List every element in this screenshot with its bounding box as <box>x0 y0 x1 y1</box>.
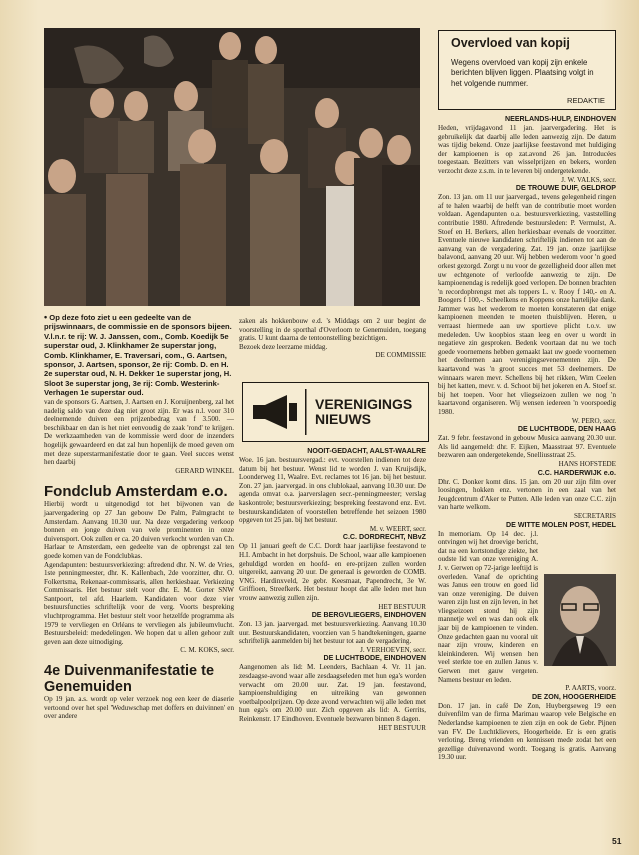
news-heading: NEERLANDS-HULP, EINDHOVEN <box>504 115 616 123</box>
winkel-article-text: van de sponsors G. Aartsen, J. Aartsen en J. Koruijnenberg, zal het nadelig saldo van deze dag niet groot zijn. Er was n.l. voor 310 deelnemende duiven een prijzenbedrag van f 3.500. — beschikbaar en dan is het niet eenvoudig de zaak 'rond' te krijgen. De werkzaamheden van de kommissie werd door de inzenders hogelijk gewaardeerd en dat zal hun hopenlijk de moed geven om met deze superstarmanifestatie door te gaan. Veel succes wenst hen daarbij <box>44 398 234 467</box>
news-heading: NOOIT-GEDACHT, AALST-WAALRE <box>307 447 426 455</box>
memorial-portrait <box>544 574 616 666</box>
news-signature: W. PERO, secr. <box>571 416 616 425</box>
right-news-item-6 <box>438 693 616 762</box>
news-heading: DE LUCHTBODE, DEN HAAG <box>517 425 616 434</box>
news-heading: DE BERGVLIEGERS, EINDHOVEN <box>311 611 426 620</box>
duivenmanifestatie-continued: zaken als hokkenbouw e.d. 's Middags om 2 uur begint de voorstelling in de sporthal d'Overloom te Genemuiden, toegang gratis. U kunt daarna de tentoonstelling bezichtigen. Bezoek deze leerzame middag. <box>239 317 426 351</box>
middle-news-item-4 <box>239 654 426 732</box>
notice-text: Wegens overvloed van kopij zijn enkele berichten blijven liggen. Plaatsing volgt in het volgende nummer. <box>451 58 594 88</box>
news-signature: HANS HOFSTEDE <box>558 459 616 468</box>
middle-news-item-3 <box>239 611 426 654</box>
right-news-item-2 <box>438 184 616 425</box>
news-text: Heden, vrijdagavond 11 jan. jaarvergadering. Het is gebruikelijk dat daarbij alle leden aanwezig zijn. De datum was tijdig bekend. Onze jaarlijkse feestavond met huldiging der kampioenen is op zat.avond 26 jan. Introducées toegestaan. Bezitters van wisselprijzen en bekers, worden verzocht deze z.s.m. in te leveren bij ondergetekende. <box>438 124 616 175</box>
news-text: In memoriam. Op 14 dec. j.l. ontvingen wij het droevige bericht, dat na een kortstondige ziekte, het oudste lid van onze vereniging A. J. v. Gerwen op 72-jarige leeftijd is overleden. Vanaf de oprichting was Janus een trouw en goed lid van onze vereniging. De duiven waren zijn lust en zijn leven, in het vliegseizoen stond hij zijn mannetje wel en was dan ook elk jaar bij de kampioenen te vinden. Onze gedachten gaan nu vooral uit naar zijn vrouw, kinderen en kleinkinderen. Wij wensen hen veel sterkte toe en zullen Janus v. Gerwen met gauw vergeten. Namens bestuur en leden. <box>438 529 539 684</box>
news-text: Woe. 16 jan. bestuursvergad.: evt. voorstellen indienen tot deze datum bij het bestuur. Wenst lid te worden J. van Kruijsdijk, Loonderweg 11, Waalre. Evt. reclames tot 16 jan. bij het bestuur. Zon. 27 jan. jaarvergad. in ons clublokaal, aanvang 10.30 uur. De agenda omvat o.a. jaarverslagen secr.-penningmeester; verslag kaskontrole; bestuursverkiezing; bespreking feestavond enz. Evt. bestuurskandidaten of voorstellen betreffende het seizoen 1980 opgeven tot 25 jan. bij het bestuur. <box>239 456 426 525</box>
page-number: 51 <box>612 836 622 846</box>
news-text: Aangenomen als lid: M. Leenders, Bachlaan 4. Vr. 11 jan. zesdaagse-avond waar alle zesdaagseleden met hun ega's worden verwacht om 20.00 uur. Zat. 19 jan. feestavond, kampioenshuldiging en uitreiking van gewonnen voetbalpoolprijzen. Op deze avond verwachten wij alle leden met hun ega's om 20.00 uur. Zich opgeven als lid: A. Gerrits, Reinkenstr. 17 Eindhoven. Eventuele bezwaren binnen 8 dagen. <box>239 663 426 724</box>
news-signature: P. AARTS, voorz. <box>565 684 616 693</box>
caption-bullet: • <box>44 312 48 322</box>
news-text: Dhr. C. Donker komt dins. 15 jan. om 20 uur zijn film over loosingen, hokken enz. vertonen in een zaal van het Jeugdcentrum d'Aker te Putten. Alle leden van onze C.C. zijn van harte welkom. <box>438 477 616 512</box>
news-heading: DE WITTE MOLEN POST, HEDEL <box>506 520 616 529</box>
news-signature: J. W. VALKS, secr. <box>561 175 616 184</box>
fondclub-text: Hierbij wordt u uitgenodigd tot het bijwonen van de jaarvergadering op 27 Jan gebouw De Palm, Palmgracht te Amsterdam. Aanvang 10.30 uur. Na deze vergadering verkoop bonnen en jonge duiven van vele prominenten in onze duivensport. Ook zullen er ca. 20 duiven verkocht worden van Ch. Harlaar te Amsterdam, een gedeelte van de opbrengst zal ten goede komen van de Fondclubkas. Agendapunten: bestuursverkiezing: aftredend dhr. N. W. de Vries, 1ste penningmeester, dhr. K. Kallenbach, 2de voorzitter, dhr. O. Folkertsma, Rekenaar-commissaris, allen herkiesbaar. Verkiezing Commissaris. Het bestuur stelt voor dhr. E. M. Gorter SNW Santpoort, tel afd. Haarlem. Kandidaten voor deze vier bestuursfuncties schriftelijk voor de verg. Voorts bespreking vluchtprogramma. Het bestuur stelt voor hetzelfde programma als 1979 te vervliegen en Orléans te vervliegen als jubileumvlucht. Bestuursbeleid: mededelingen. We hopen dat u allen gehoor zult geven aan deze uitnodiging. <box>44 500 234 646</box>
news-text: Don. 17 jan. in café De Zon, Huybergseweg 19 een duivenfilm van de firma Marimau waarop vele Belgische en Nederlandse kampioenen te zien zijn en ook de Gebr. Pijnen van FV. De Luchtklievers, Hoogerheide. Er is een gratis verloting. Breng vrienden en kennissen mede zodat het een gezellige duivenavond wordt. Toegang is gratis. Aanvang 19.30 uur. <box>438 701 616 762</box>
group-photo-image <box>44 28 420 306</box>
news-heading: C.C. HARDERWIJK e.o. <box>537 468 616 477</box>
logo-text: VERENIGINGS NIEUWS <box>315 396 413 427</box>
news-signature: HET BESTUUR <box>378 602 426 611</box>
column-middle-news <box>239 447 426 732</box>
news-signature: J. VERHOEVEN, secr. <box>360 645 426 654</box>
notice-signature: REDAKTIE <box>567 96 605 105</box>
photo-caption <box>44 313 232 398</box>
middle-news-item-1 <box>239 447 426 533</box>
overvloed-notice-box <box>438 30 616 110</box>
memorial-portrait-image <box>544 574 616 666</box>
news-heading: DE LUCHTBODE, EINDHOVEN <box>323 654 426 663</box>
fondclub-signature: C. M. KOKS, secr. <box>180 646 234 655</box>
right-news-item-1 <box>438 115 616 184</box>
fondclub-heading: Fondclub Amsterdam e.o. <box>44 483 228 501</box>
duivenmanifestatie-text: Op 19 jan. a.s. wordt op veler verzoek nog een keer de diaserie vertoond over het spel 'Weduwschap met doffers en duivinnen' en over andere <box>44 695 234 721</box>
news-text: Zat. 9 febr. feestavond in gebouw Musica aanvang 20.30 uur. Als lid aangemeld: dhr. F. Eijken, Maasstraat 97. Eventuele bezwaren aan ondergetekende, Snelliusstraat 25. <box>438 434 616 460</box>
verenigings-nieuws-logo <box>242 382 429 442</box>
news-text: Zon. 13 jan. jaarvergad. met bestuursverkiezing. Aanvang 10.30 uur. Bestuurskandidaten, voorzien van 5 handtekeningen, gaarne schriftelijk aanmelden bij het bestuur tot aan de vergadering. <box>239 620 426 646</box>
group-photo <box>44 28 420 306</box>
news-text: Op 11 januari geeft de C.C. Dordt haar jaarlijkse feestavond te H.I. Ambacht in het dorpshuis. De School, waar alle kampioenen gehuldigd worden en hoofd- en ere-prijzen zullen worden uitgereikt, aanvang 20 uur. De generaal is geworden de COMB. VNG. Hardinxveld, 2e gebr. Keesmaat, Papendrecht, 3e W. Griffioen, Streefkerk. Het bestuur hoopt dat alle leden met hun vrouw aanwezig zullen zijn. <box>239 542 426 602</box>
news-heading: C.C. DORDRECHT, NBvZ <box>342 533 426 542</box>
commissie-signature: DE COMMISSIE <box>375 351 426 360</box>
middle-news-item-2 <box>239 533 426 611</box>
column-left <box>44 398 234 721</box>
news-signature: M. v. WEERT, secr. <box>369 524 426 533</box>
news-heading: DE TROUWE DUIF, GELDROP <box>515 184 616 193</box>
notice-title: Overvloed van kopij <box>451 36 570 50</box>
news-text: Zon. 13 jan. om 11 uur jaarvergad., tevens gelegenheid ringen af te halen waarbij de helft van de contributie moet worden voldaan. Agendapunten o.a. bestuursverkiezing, vaststelling contributie 1980. Aftredende bestuursleden: P. Vermulst, A. Stoef en H. Berkers, allen herkiesbaar evenals de voorzitter. Eventuele nieuwe kandidaten schriftelijk indienen tot aan de aanvang van de vergadering. Zat. 19 jan. onze jaarlijkse balavond, aanvang 20 uur. Wij hebben wederom voor 'n goed orkest gezorgd. Zorgt u nu voor de gezelligheid door allen met uw echtgenote of verloofde aanwezig te zijn. De kampioenendag is redelijk goed verlopen. De bonnen brachten 'n recordopbrengst met als toppers L. v. Rooy f 140,- en A. Boogers f 100,-. Scheelkens en Koppens onze hartelijke dank. Jammer was het wederom te moeten konstateren dat enige kampioenen meenden te moeten thuisblijven. Heren, u verraast hiermede aan uw sportieve plicht t.o.v. uw medeleden. Uw koopbios staan leeg en over u wordt in negatieve zin gesproken. Bedenk voortaan dat nu we toch goede voornemens hebben gemaakt laat uw goede voornemen het deelnemen aan verenigingsevenementen zijn. De kaartavond was 'n groot succes met 53 deelnemers. De winnaars waren mevr. Schellens bij het rikken, Wim Ceelen bij het katten, mevr. v. d. Schoot bij het jokeren en A. Stoef sr. bij het toepen. Voor het vliegseizoen zullen we nog 'n kaartavond organiseren. Wij wensen iedereen 'n voorspoedig 1980. <box>438 193 616 416</box>
news-signature: HET BESTUUR <box>378 723 426 732</box>
news-signature: SECRETARIS <box>573 511 616 520</box>
right-news-item-3 <box>438 425 616 468</box>
right-news-item-4 <box>438 469 616 521</box>
news-heading: DE ZON, HOOGERHEIDE <box>532 692 616 701</box>
duivenmanifestatie-heading: 4e Duivenmanifestatie te Genemuiden <box>44 663 215 696</box>
winkel-signature: GERARD WINKEL <box>175 466 234 475</box>
column-middle <box>239 317 426 360</box>
caption-text: Op deze foto ziet u een gedeelte van de prijswinnaars, de commissie en de sponsors bijeen. V.l.n.r. te rij: W. J. Janssen, com., Comb. Koedijk 5e superstar oud, J. Klinkhamer 2e superstar jong, Comb. Klinkhamer, E. Traversari, com., G. Aartsen, sponsor, J. Aartsen, sponsor, 2e rij: Comb. D. en H. 2e superstar oud, N. H. Dekker 1e superstar jong, H. Sloot 3e superstar jong, 3e rij: Comb. Westerink-Verhagen 1e superstar oud. <box>44 313 232 398</box>
